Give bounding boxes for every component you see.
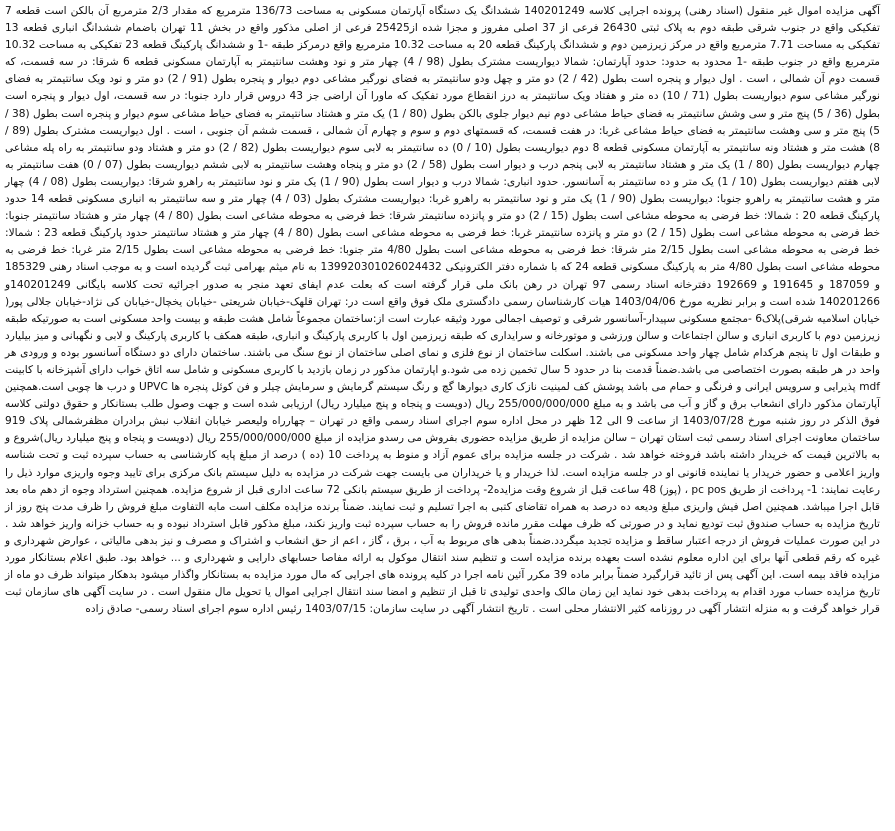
- auction-notice-text: آگهی مزایده اموال غیر منقول (اسناد رهنی) پرونده اجرایی کلاسه 140201249 ششدانگ یک دستگاه آپارتمان مسکونی به مساحت 136/73 مترمربع که مقدار 2/3 مترمربع آن بالکن است قطعه 7 تفکیکی واقع در جنوب شرقی طبقه دوم به پلاک ثبتی 26430 فرعی از 37 اصلی مفروز و مجزا شده از25425 فرعی از اصلی مذکور واقع در بخش 11 تهران باضمام ششدانگ انباری قطعه 13 تفکیکی به مساحت 7.71 مترمربع واقع در مرکز زیرزمین دوم و ششدانگ پارکینگ قطعه 20 به مساحت 10.32 مترمربع واقع درمرکز طبقه -1 و ششدانگ پارکینگ قطعه 23 تفکیکی به مساحت 10.32 مترمربع واقع در جنوب طبقه -1 محدود به حدود: حدود آپارتمان: شمالا دیواریست مشترک بطول (98 / 4) چهار متر و نود وهشت سانتیمتر به آپارتمان مسکونی قطعه 6 شرقا: در سه قسمت، که قسمت دوم آن شمالی ، است . اول دیوار و پنجره است بطول (42 / 2) دو متر و چهل ودو سانتیمتر به فضای نورگیر مشاعی دوم دیوار و پنجره بطول (91 / 2) دو متر و نود ویک سانتیمتر به فضای نورگیر مشاعی سوم دیواریست بطول (71 / 10) ده متر و هفتاد ویک سانتیمتر به درز انقطاع مورد تفکیک که ماورا آن اراضی جز 43 دروس قرار دارد جنوبا: در سه قسمت، اول دیوار و پنجره است بطول (36 / 5) پنج متر و سی وشش سانتیمتر به فضای حیاط مشاعی دوم نیم دیوار جلوی بالکن بطول (80 / 1) یک متر و هشتاد سانتیمتر به فضای حیاط مشاعی سوم دیوار و پنجره است بطول (38 / 5) پنج متر و سی وهشت سانتیمتر به فضای حیاط مشاعی غربا: در هفت قسمت، که قسمتهای دوم و سوم و چهارم آن شمالی ، قسمت ششم آن جنوبی ، است . اول دیواریست مشترک بطول (89 / 8) هشت متر و هشتاد ونه سانتیمتر به آپارتمان مسکونی قطعه 8 دوم دیواریست بطول (10 / 0) ده سانتیمتر به لابی سوم دیواریست بطول (82 / 2) دو متر و هشتاد ودو سانتیمتر به راه پله مشاعی چهارم دیواریست بطول (80 / 1) یک متر و هشتاد سانتیمتر به لابی پنجم درب و دیوار است بطول (58 / 2) دو متر و پنجاه وهشت سانتیمتر به لابی ششم دیواریست بطول (07 / 0) هفت سانتیمتر به لابی هفتم دیواریست بطول (10 / 1) یک متر و ده سانتیمتر به آسانسور. حدود انباری: شمالا درب و دیوار است بطول (90 / 1) یک متر و نود سانتیمتر به راهرو شرقا: دیواریست بطول (08 / 4) چهار متر و هشت سانتیمتر به راهرو جنوبا: دیواریست بطول (90 / 1) یک متر و نود سانتیمتر به راهرو غربا: دیواریست مشترک بطول (03 / 4) چهار متر و سه سانتیمتر به انباری مسکونی قطعه 14 حدود پارکینگ قطعه 20 : شمالا: خط فرضی به محوطه مشاعی است بطول (15 / 2) دو متر و پانزده سانتیمتر شرقا: خط فرضی به محوطه مشاعی است بطول (80 / 4) چهار متر و هشتاد سانتیمتر جنوبا: خط فرضی به محوطه مشاعی است بطول (15 / 2) دو متر و پانزده سانتیمتر غربا: خط فرضی به محوطه مشاعی است بطول (80 / 4) چهار متر و هشتاد سانتیمتر حدود پارکینگ قطعه 23 : شمالا: خط فرضی به محوطه مشاعی است بطول 2/15 متر شرقا: خط فرضی به محوطه مشاعی است بطول 4/80 متر جنوبا: خط فرضی به محوطه مشاعی است بطول 2/15 متر غربا: خط فرضی به محوطه مشاعی است بطول 4/80 متر به پارکینگ مسکونی قطعه 24 که با شماره دفتر الکترونیکی 139920301026024432 به نام میثم بهرامی ثبت گردیده است و به موجب اسناد رهنی 185329 و 187059 و 191645 و 192669 دفترخانه اسناد رسمی 97 تهران در رهن بانک ملی قرار گرفته است که بعلت عدم ایفای تعهد منجر به صدور اجرائیه تحت کلاسه بایگانی 140201249و 140201266 شده است و برابر نظریه مورخ 1403/04/06 هیات کارشناسان رسمی دادگستری ملک فوق واقع است در: تهران قلهک-خیابان شریعتی -خیابان یخچال-خیابان کی نژاد-خیابان جلالی پور( خیابان اسلامیه شرقی)پلاک6 -مجتمع مسکونی سپیدار-آسانسور شرقی و توصیف اجمالی مورد وثیقه عبارت است از:ساختمان مجموعاً شامل هشت طبقه و بیست واحد مسکونی است به صورتیکه طبقه زیرزمین دوم با کاربری انباری و سالن اجتماعات و سالن ورزشی و موتورخانه و سرایداری که طبقه زیرزمین اول با کاربری پارکینگ و انباری، طبقه همکف با کاربری پارکینگ و لابی و نگهبانی و میز بیلیارد و طبقات اول تا پنجم هرکدام شامل چهار واحد مسکونی می باشند. اسکلت ساختمان از نوع فلزی و نمای اصلی ساختمان از نوع سنگ می باشند. ساختمان دارای دو دستگاه آسانسور بوده و ورودی هر واحد در هر طبقه بصورت اختصاصی می باشد.ضمناً قدمت بنا در حدود 5 سال تخمین زده می شود.و اپارتمان مذکور در زمان بازدید با کاربری مسکونی و شامل سه اتاق خواب دارای آشپزخانه با کابینت mdf پذیرایی و سرویس ایرانی و فرنگی و حمام می باشد پوشش کف لمینیت نازک کاری دیوارها گچ و رنگ سیستم گرمایش و سرمایش چیلر و فن کوئل پنجره ها UPVC و درب ها چوبی است.همچنین آپارتمان مذکور دارای انشعاب برق و گاز و آب می باشد و به مبلغ 255/000/000/000 ریال (دویست و پنجاه و پنج میلیارد ریال) ارزیابی شده است و جهت وصول طلب بستانکار و حقوق دولتی کلاسه فوق الذکر در روز شنبه مورخ 1403/07/28 از ساعت 9 الی 12 ظهر در محل اداره سوم اجرای اسناد رسمی واقع در تهران – چهارراه ولیعصر خیابان انقلاب نبش برادران مظفرشمالی پلاک 919 ساختمان معاونت اجرای اسناد رسمی ثبت استان تهران – سالن مزایده از طریق مزایده حضوری بفروش می رسدو مزایده از مبلغ 255/000/000/000 ریال (دویست و پنجاه و پنج میلیارد ریال)شروع و به بالاترین قیمت که خریدار داشته باشد فروخته خواهد شد . شرکت در جلسه مزایده برای عموم آزاد و منوط به پرداخت 10 (ده ) درصد از مبلغ پایه کارشناسی به حساب سپرده ثبت و تحت شناسه واریز اعلامی و حضور خریدار یا نماینده قانونی او در جلسه مزایده است. لذا خریدار و یا خریداران می بایست جهت شرکت در مزایده به دلیل سیستم بانک مرکزی برای تایید وجوه واریزی موارد ذیل را رعایت نمایند: 1- پرداخت از طریق pc pos ، (پوز) 48 ساعت قبل از شروع وقت مزایده2- پرداخت از طریق سیستم بانکی 72 ساعت اداری قبل از شروع مزایده. همچنین استرداد وجوه از دهم ماه بعد قابل اجرا میباشد. همچنین اصل فیش واریزی مبلغ ودیعه ده درصد به همراه تقاضای کتبی به اجرا تسلیم و ثبت نمایند. ضمناً برنده مزایده مکلف است مابه التفاوت مبلغ فروش را ظرف مدت پنج روز از تاریخ مزایده به حساب صندوق ثبت تودیع نماید و در صورتی که ظرف مهلت مقرر مانده فروش را به حساب سپرده ثبت واریز نکند، مبلغ مذکور قابل استرداد نبوده و به حساب خزانه واریز خواهد شد . در این صورت عملیات فروش از درجه اعتبار ساقط و مزایده تجدید میگردد.ضمناً بدهی های مربوط به آب ، برق ، گاز ، اعم از حق انشعاب و اشتراک و مصرف و نیز بدهی مالیاتی ، عوارض شهرداری و غیره که رقم قطعی آنها برای این اداره معلوم نشده است بعهده برنده مزایده است و تنظیم سند انتقال موکول به ارائه مفاصا حسابهای دارایی و شهرداری و ... خواهد بود. طبق اعلام بستانکار مورد مزایده فاقد بیمه است. این آگهی پس از تائید قرارگیرد ضمناً برابر ماده 39 مکرر آئین نامه اجرا در کلیه پرونده های اجرایی که مال مورد مزایده به بستانکار واگذار میشود بدهکار میتواند ظرف دو ماه از تاریخ مزایده حساب مورد اقدام به پرداخت بدهی خود نماید این زمان مالک واحدی تولیدی تا قبل از تنظیم و امضا سند انتقال اجرایی اموال یا تحویل مال منقول است . در سایت آگهی های سازمان ثبت قرار خواهد گرفت و به منزله انتشار آگهی در روزنامه کثیر الانتشار محلی است . تاریخ انتشار آگهی در سایت سازمان: 1403/07/15 رئیس اداره سوم اجرای اسناد رسمی- صادق زاده: [5, 5, 881, 616]
